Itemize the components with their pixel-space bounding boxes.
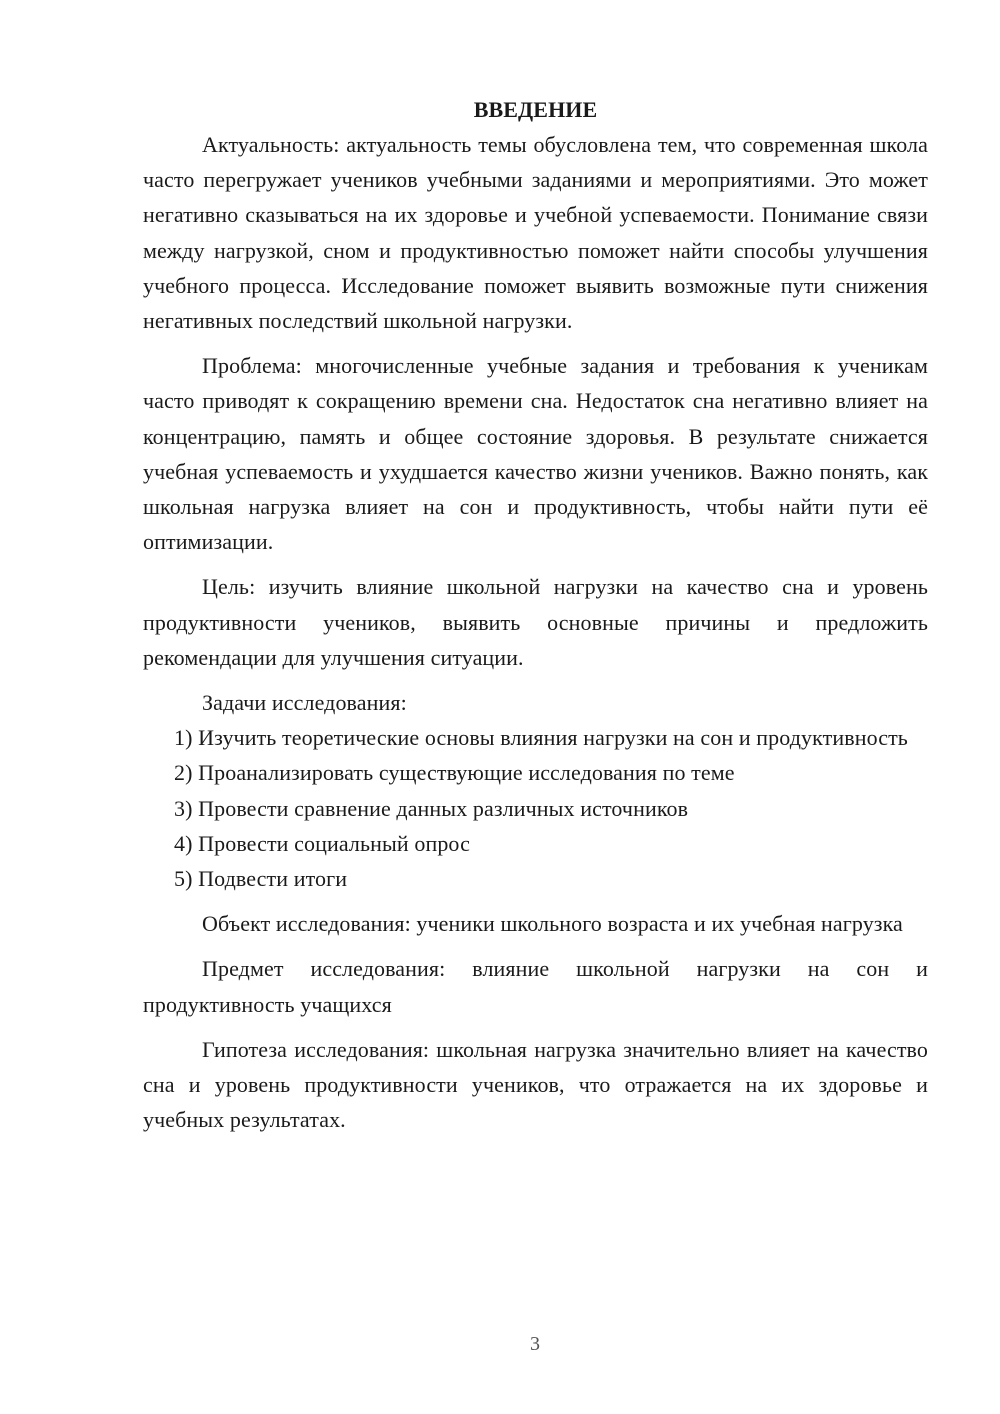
task-item-5: 5) Подвести итоги xyxy=(174,866,348,892)
page-number: 3 xyxy=(530,1333,540,1355)
paragraph-goal: Цель: изучить влияние школьной нагрузки на качество сна и уровень продуктивности учеников, выявить основные причины и предложить рекомендации для улучшения ситуации. xyxy=(143,574,928,670)
task-item-4: 4) Провести социальный опрос xyxy=(174,830,470,856)
task-item-3: 3) Провести сравнение данных различных источников xyxy=(174,795,689,821)
document-page xyxy=(143,92,928,1137)
task-item-2: 2) Проанализировать существующие исследования по теме xyxy=(174,760,735,786)
task-item-1: 1) Изучить теоретические основы влияния нагрузки на сон и продуктивность xyxy=(174,725,908,751)
tasks-heading: Задачи исследования: xyxy=(202,690,407,716)
paragraph-subject: Предмет исследования: влияние школьной нагрузки на сон и продуктивность учащихся xyxy=(143,956,928,1017)
paragraph-relevance: Актуальность: актуальность темы обусловлена тем, что современная школа часто перегружает учеников учебными заданиями и мероприятиями. Это может негативно сказываться на их здоровье и учебной успеваемости. Понимание связи между нагрузкой, сном и продуктивностью поможет найти способы улучшения учебного процесса. Исследование поможет выявить возможные пути снижения негативных последствий школьной нагрузки. xyxy=(143,132,928,334)
section-title: ВВЕДЕНИЕ xyxy=(473,97,598,122)
paragraph-object: Объект исследования: ученики школьного возраста и их учебная нагрузка xyxy=(202,911,903,937)
paragraph-hypothesis: Гипотеза исследования: школьная нагрузка значительно влияет на качество сна и уровень продуктивности учеников, что отражается на их здоровье и учебных результатах. xyxy=(143,1036,928,1133)
paragraph-problem: Проблема: многочисленные учебные задания и требования к ученикам часто приводят к сокращению времени сна. Недостаток сна негативно влияет на концентрацию, память и общее состояние здоровья. В результате снижается учебная успеваемость и ухудшается качество жизни учеников. Важно понять, как школьная нагрузка влияет на сон и продуктивность, чтобы найти пути её оптимизации. xyxy=(143,353,928,555)
